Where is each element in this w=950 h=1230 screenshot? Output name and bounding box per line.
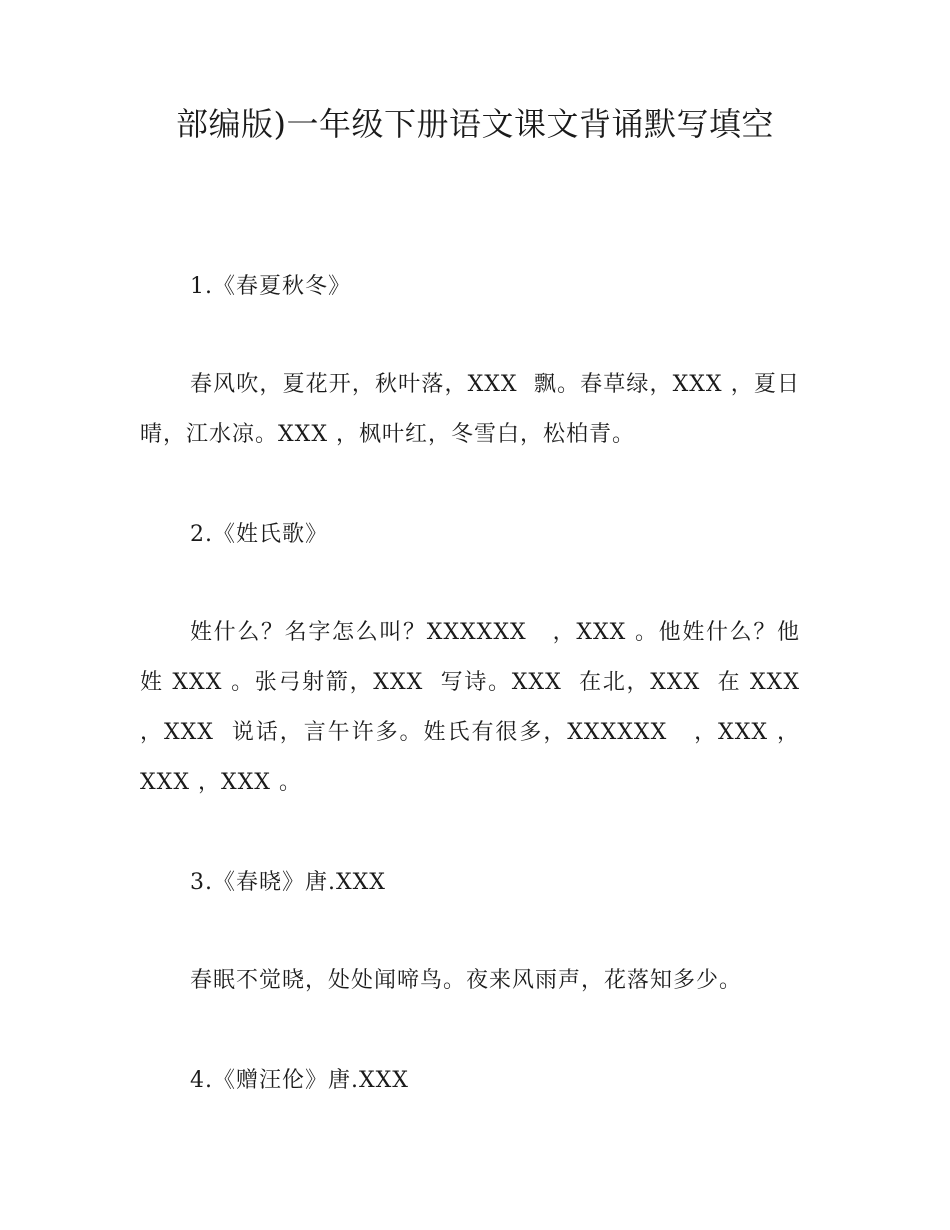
- section-heading-3: 3.《春晓》唐.XXX: [190, 870, 386, 895]
- section-paragraph-2: 姓什么？名字怎么叫？XXXXXX ，XXX 。他姓什么？他姓 XXX 。张弓射箭，XXX 写诗。XXX 在北，XXX 在 XXX ，XXX 说话，言午许多。姓氏有很多，XXXXXX ，XXX ，XXX ，XXX 。: [140, 620, 808, 795]
- section-heading-2: 2.《姓氏歌》: [190, 522, 328, 547]
- section-heading-4: 4.《赠汪伦》唐.XXX: [190, 1068, 409, 1093]
- document-title: 部编版)一年级下册语文课文背诵默写填空: [176, 105, 774, 143]
- section-heading-1: 1.《春夏秋冬》: [190, 274, 351, 299]
- section-paragraph-3: 春眠不觉晓，处处闻啼鸟。夜来风雨声，花落知多少。: [190, 968, 743, 993]
- section-paragraph-1: 春风吹，夏花开，秋叶落，XXX 飘。春草绿，XXX ，夏日晴，江水凉。XXX ，枫叶红，冬雪白，松柏青。: [140, 372, 800, 447]
